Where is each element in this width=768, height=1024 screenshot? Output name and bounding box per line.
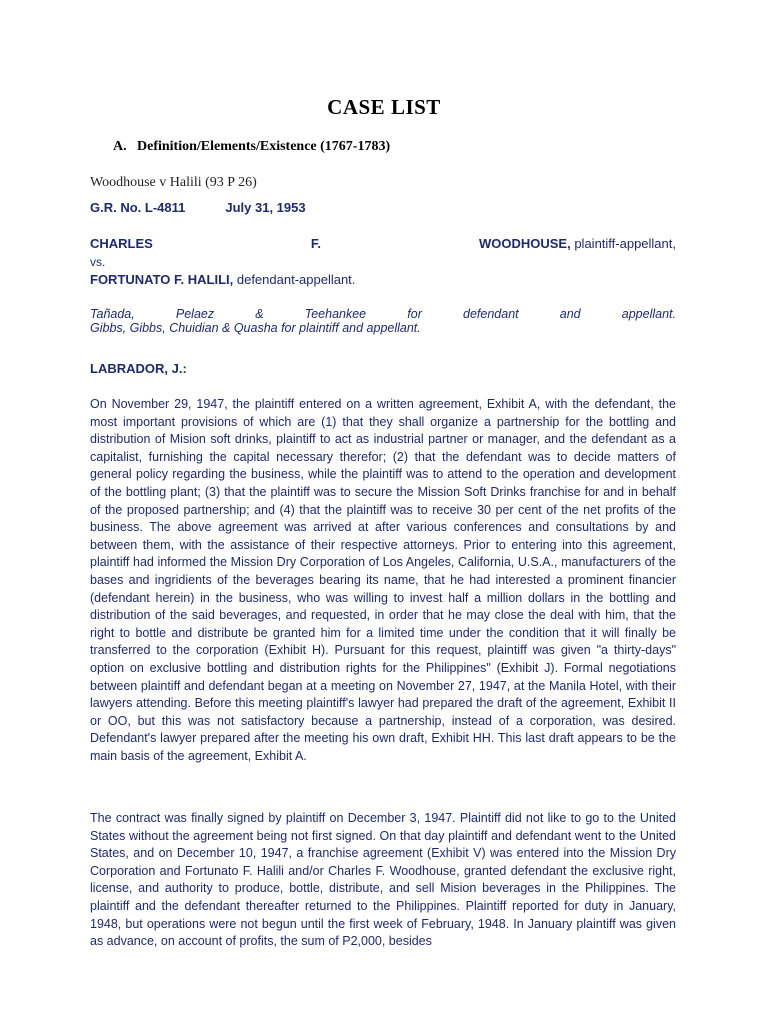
counsel-line-1	[90, 307, 676, 321]
counsel-word: Pelaez	[175, 307, 215, 321]
section-heading	[113, 139, 390, 155]
first-party-line	[90, 236, 676, 251]
counsel-block	[90, 307, 676, 335]
versus-label: vs.	[90, 255, 106, 269]
counsel-word: &	[255, 307, 264, 321]
counsel-line-2: Gibbs, Gibbs, Chuidian & Quasha for plaintiff and appellant.	[90, 321, 421, 335]
party-surname: WOODHOUSE,	[478, 236, 571, 251]
second-party-line	[90, 272, 355, 287]
section-letter: A.	[113, 139, 127, 154]
party-surname-role	[479, 236, 676, 251]
counsel-word: Teehankee	[304, 307, 367, 321]
page-title: CASE LIST	[327, 95, 441, 119]
party-middle-initial: F.	[310, 236, 321, 251]
party-role-2: defendant-appellant.	[236, 272, 356, 287]
ponente: LABRADOR, J.:	[90, 361, 187, 376]
section-title: Definition/Elements/Existence (1767-1783)	[137, 139, 391, 154]
counsel-word: and	[559, 307, 581, 321]
counsel-word: appellant.	[621, 307, 676, 321]
counsel-word: defendant	[463, 307, 519, 321]
decision-date: July 31, 1953	[225, 200, 306, 215]
gr-number: G.R. No. L-4811	[90, 200, 186, 215]
paragraph-2: The contract was finally signed by plaintiff on December 3, 1947. Plaintiff did not like to go to the United States without the agreement being not first signed. On that day plaintiff and defendant went to the United States, and on December 10, 1947, a franchise agreement (Exhibit V) was entered into the Mission Dry Corporation and Fortunato F. Halili and/or Charles F. Woodhouse, granted defendant the exclusive right, license, and authority to produce, bottle, distribute, and sell Mision beverages in the Philippines. The plaintiff and the defendant thereafter returned to the Philippines. Plaintiff reported for duty in January, 1948, but operations were not begun until the first week of February, 1948. In January plaintiff was given as advance, on account of profits, the sum of P2,000, besides	[90, 811, 676, 949]
party-role-1: plaintiff-appellant,	[574, 236, 676, 251]
paragraph-1: On November 29, 1947, the plaintiff entered on a written agreement, Exhibit A, with the defendant, the most important provisions of which are (1) that they shall organize a partnership for the bottling and distribution of Mision soft drinks, plaintiff to act as industrial partner or manager, and the defendant as a capitalist, furnishing the capital necessary therefor; (2) that the defendant was to decide matters of general policy regarding the business, while the plaintiff was to attend to the operation and development of the bottling plant; (3) that the plaintiff was to secure the Mission Soft Drinks franchise for and in behalf of the proposed partnership; and (4) that the plaintiff was to receive 30 per cent of the net profits of the business. The above agreement was arrived at after various conferences and consultations by and between them, with the assistance of their respective attorneys. Prior to entering into this agreement, plaintiff had informed the Mission Dry Corporation of Los Angeles, California, U.S.A., manufacturers of the bases and ingridients of the beverages bearing its name, that he had interested a prominent financier (defendant herein) in the business, who was willing to invest half a million dollars in the bottling and distribution of the said beverages, and requested, in order that he may close the deal with him, that the right to bottle and distribute be granted him for a limited time under the condition that it will finally be transferred to the corporation (Exhibit H). Pursuant for this request, plaintiff was given "a thirty-days" option on exclusive bottling and distribution rights for the Philippines" (Exhibit J). Formal negotiations between plaintiff and defendant began at a meeting on November 27, 1947, at the Manila Hotel, with their lawyers attending. Before this meeting plaintiff's lawyer had prepared the draft of the agreement, Exhibit II or OO, but this was not satisfactory because a partnership, instead of a corporation, was desired. Defendant's lawyer prepared after the meeting his own draft, Exhibit HH. This last draft appears to be the main basis of the agreement, Exhibit A.	[90, 397, 676, 763]
second-party-name: FORTUNATO F. HALILI,	[90, 272, 234, 287]
gr-line	[90, 200, 306, 215]
party-first-name: CHARLES	[90, 236, 153, 251]
case-reference: Woodhouse v Halili (93 P 26)	[90, 175, 257, 190]
counsel-word: for	[407, 307, 422, 321]
counsel-word: Tañada,	[90, 307, 135, 321]
